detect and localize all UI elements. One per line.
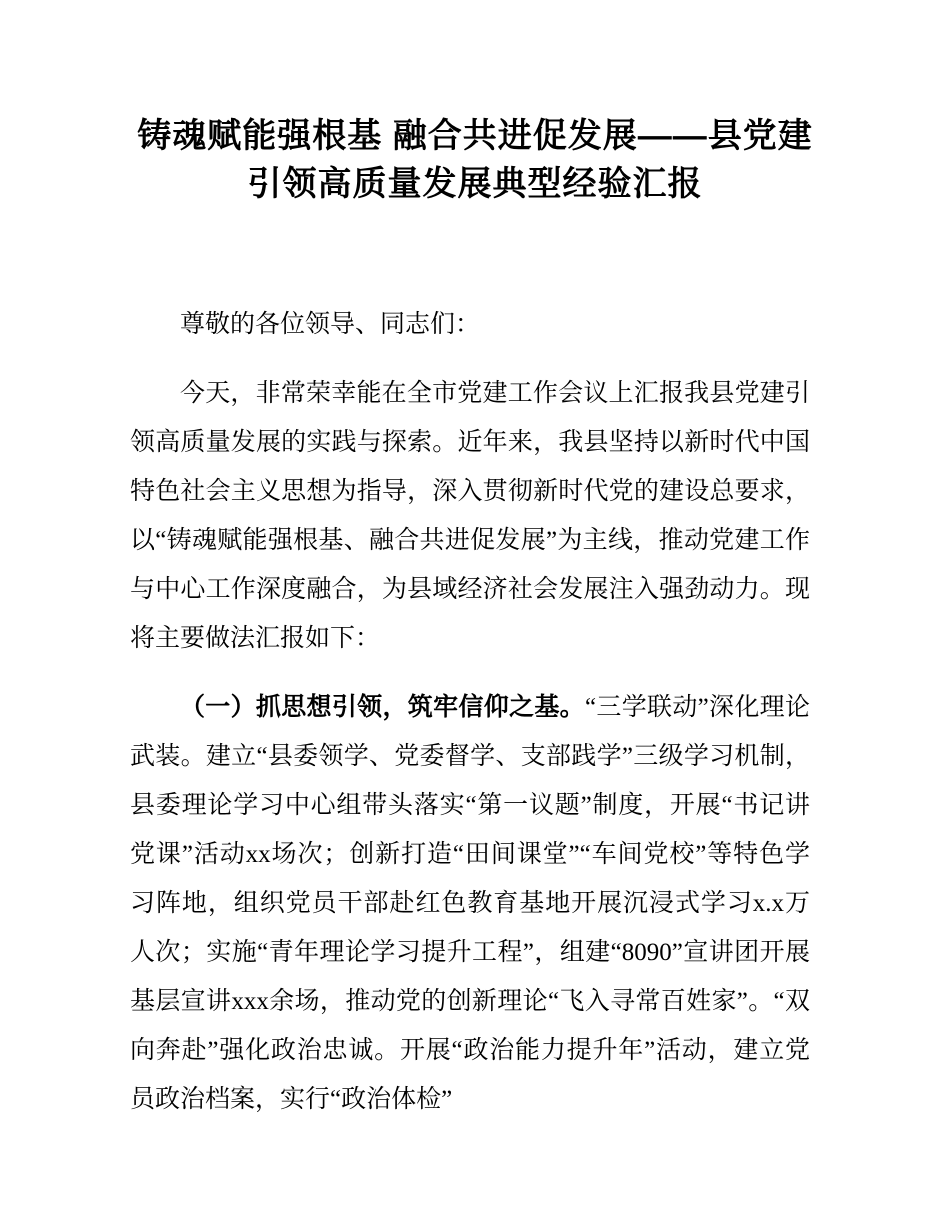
section-one-text: “三学联动”深化理论武装。建立“县委领学、党委督学、支部践学”三级学习机制，县委理论学习中心组带头落实“第一议题”制度，开展“书记讲党课”活动xx场次；创新打造“田间课堂”“车间党校”等特色学习阵地，组织党员干部赴红色教育基地开展沉浸式学习x.x万人次；实施“青年理论学习提升工程”，组建“8090”宣讲团开展基层宣讲xxx余场，推动党的创新理论“飞入寻常百姓家”。“双向奔赴”强化政治忠诚。开展“政治能力提升年”活动，建立党员政治档案，实行“政治体检” xyxy=(130,694,810,1113)
section-one-heading: （一）抓思想引领，筑牢信仰之基。 xyxy=(180,693,585,721)
document-body xyxy=(130,300,810,1124)
document-title xyxy=(0,0,950,208)
title-line-2: 引领高质量发展典型经验汇报 xyxy=(247,165,703,203)
title-line-1: 铸魂赋能强根基 融合共进促发展——县党建 xyxy=(137,117,813,155)
intro-paragraph: 今天，非常荣幸能在全市党建工作会议上汇报我县党建引领高质量发展的实践与探索。近年来，我县坚持以新时代中国特色社会主义思想为指导，深入贯彻新时代党的建设总要求，以“铸魂赋能强根基、融合共进促发展”为主线，推动党建工作与中心工作深度融合，为县域经济社会发展注入强劲动力。现将主要做法汇报如下： xyxy=(130,380,810,652)
section-one-paragraph xyxy=(130,683,810,1124)
greeting-paragraph: 尊敬的各位领导、同志们： xyxy=(180,311,481,338)
